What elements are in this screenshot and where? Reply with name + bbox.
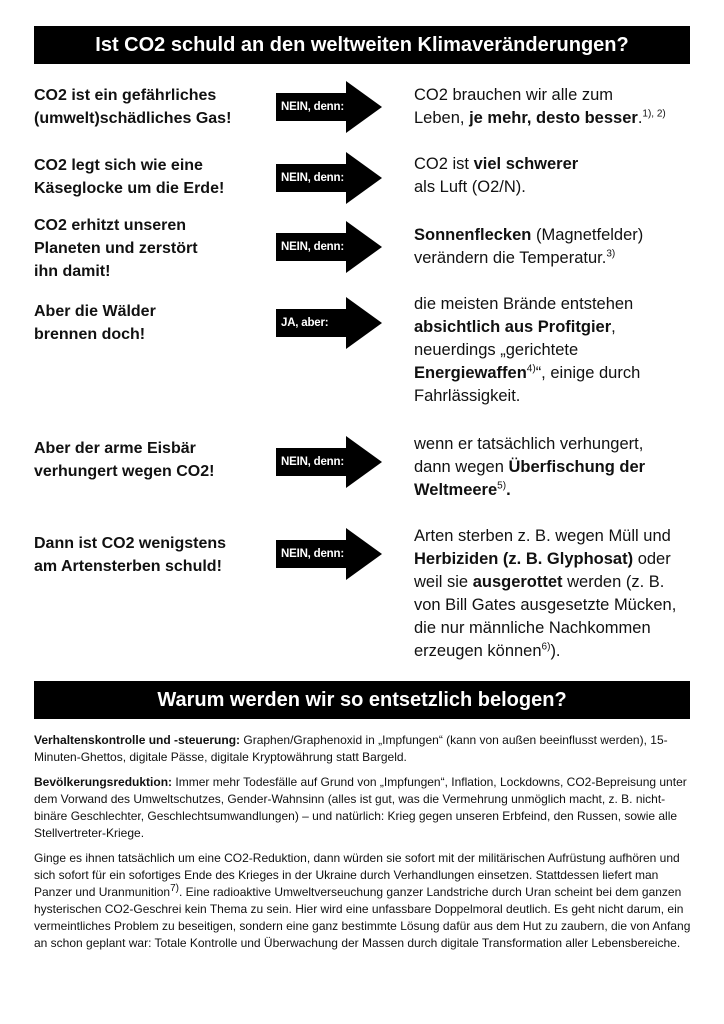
claim-3 (34, 214, 274, 283)
arrow-label: NEIN, denn: (276, 164, 348, 192)
claim-line: CO2 legt sich wie eine (34, 157, 203, 174)
arrow-label: NEIN, denn: (276, 448, 348, 476)
arrow-label: NEIN, denn: (276, 540, 348, 568)
claim-line: Planeten und zerstört (34, 240, 198, 257)
claim-line: Dann ist CO2 wenigstens (34, 535, 227, 552)
claim-line: CO2 ist ein gefährliches (34, 87, 217, 104)
answer-emphasis: . (506, 481, 511, 499)
answer-emphasis: viel schwerer (473, 155, 579, 173)
footnote-ref: 7) (170, 883, 179, 894)
claim-line: ihn damit! (34, 263, 111, 280)
answer-1 (414, 84, 714, 130)
answer-line (414, 362, 714, 385)
answer-text: oder (633, 550, 671, 568)
paragraph-behavior-control (34, 732, 694, 766)
answer-line (414, 456, 714, 479)
answer-emphasis: Überfischung der (508, 458, 646, 476)
footnote-ref: 5) (497, 480, 507, 492)
claim-line: Käseglocke um die Erde! (34, 180, 225, 197)
answer-emphasis: absichtlich aus Profitgier (414, 318, 612, 336)
arrow-head-icon (346, 221, 382, 273)
arrow-head-icon (346, 81, 382, 133)
answer-text: weil sie (414, 573, 473, 591)
answer-line: die nur männliche Nachkommen (414, 619, 651, 637)
answer-text: . (637, 109, 643, 127)
paragraph-label: Bevölkerungsreduktion: (34, 775, 173, 789)
footnote-ref: 4) (526, 363, 536, 375)
answer-line: von Bill Gates ausgesetzte Mücken, (414, 596, 677, 614)
answer-text: , (611, 318, 616, 336)
arrow-head-icon (346, 528, 382, 580)
claim-line: Aber die Wälder (34, 303, 156, 320)
claim-line: am Artensterben schuld! (34, 558, 222, 575)
answer-text: CO2 ist (414, 155, 474, 173)
answer-line (414, 153, 714, 176)
answer-line: als Luft (O2/N). (414, 178, 526, 196)
answer-line: Arten sterben z. B. wegen Müll und (414, 527, 671, 545)
arrow-head-icon (346, 152, 382, 204)
paragraph-text: Graphen/Graphenoxid in „Impfungen“ (kann von außen beeinflusst werden), 15-Minuten-Ghettos, digitale Pässe, digitale Kryptowährung statt Bargeld. (34, 733, 668, 764)
answer-6 (414, 525, 714, 663)
answer-4 (414, 293, 714, 408)
arrow-4 (276, 297, 382, 349)
answer-5 (414, 433, 714, 502)
answer-line (414, 571, 714, 594)
answer-line (414, 107, 714, 130)
paragraph-text: Ginge es ihnen tatsächlich um eine CO2-Reduktion, dann würden sie sofort mit der militärischen Aufrüstung aufhören und sich sofort für ein sofortiges Ende des Krieges in der Ukraine durch Verhandlungen einsetzen. Stattdessen liefert man Panzer und Uranmunition (34, 851, 680, 899)
answer-line (414, 479, 714, 502)
paragraph-text: . Eine radioaktive Umweltverseuchung ganzer Landstriche durch Uran scheint bei dem ganzen hysterischen CO2-Geschrei kein Thema zu sein. Hier wird eine unfassbare Doppelmoral deutlich. Es geht nicht darum, ein vermeintliches Problem zu beseitigen, sondern eine ganz bestimmte Lösung dafür aus dem Hut zu zaubern, die von Anfang an schon geplant war: Totale Kontrolle und Überwachung der Massen durch digitale Transformation aller Lebensbereiche. (34, 885, 691, 950)
arrow-2 (276, 152, 382, 204)
arrow-5 (276, 436, 382, 488)
answer-line: wenn er tatsächlich verhungert, (414, 435, 644, 453)
claim-line: verhungert wegen CO2! (34, 463, 215, 480)
claim-1 (34, 84, 274, 130)
answer-emphasis: Herbiziden (z. B. Glyphosat) (414, 550, 634, 568)
answer-text: “, einige durch (535, 364, 641, 382)
footnote-ref: 6) (541, 641, 551, 653)
answer-3 (414, 224, 714, 270)
answer-emphasis: Sonnenflecken (414, 226, 532, 244)
claim-line: brennen doch! (34, 326, 146, 343)
arrow-label: NEIN, denn: (276, 93, 348, 121)
answer-emphasis: je mehr, desto besser (469, 109, 638, 127)
answer-text: Leben, (414, 109, 470, 127)
answer-text: verändern die Temperatur. (414, 249, 607, 267)
answer-line: CO2 brauchen wir alle zum (414, 86, 613, 104)
answer-emphasis: ausgerottet (472, 573, 563, 591)
claim-line: (umwelt)schädliches Gas! (34, 110, 232, 127)
answer-line (414, 316, 714, 339)
arrow-head-icon (346, 297, 382, 349)
arrow-label: NEIN, denn: (276, 233, 348, 261)
arrow-6 (276, 528, 382, 580)
answer-line: neuerdings „gerichtete (414, 341, 579, 359)
paragraph-conclusion (34, 850, 694, 952)
answer-emphasis: Weltmeere (414, 481, 498, 499)
paragraph-text: Immer mehr Todesfälle auf Grund von „Impfungen“, Inflation, Lockdowns, CO2-Bepreisung unter dem Vorwand des Umweltschutzes, Gender-Wahnsinn (alles ist gut, was die Vermehrung unmöglich macht, z. B. nicht-binäre Geschlechter, Geschlechtsumwandlungen) – und natürlich: Krieg gegen unseren Erbfeind, den Russen, sowie alle Stellvertreter-Kriege. (34, 775, 687, 840)
answer-line (414, 548, 714, 571)
answer-line: Fahrlässigkeit. (414, 387, 521, 405)
answer-2 (414, 153, 714, 199)
arrow-1 (276, 81, 382, 133)
answer-text: erzeugen können (414, 642, 542, 660)
claim-line: CO2 erhitzt unseren (34, 217, 187, 234)
claim-5 (34, 437, 274, 483)
arrow-head-icon (346, 436, 382, 488)
explanation-text (34, 732, 694, 960)
answer-line (414, 640, 714, 663)
answer-text: werden (z. B. (562, 573, 665, 591)
answer-text: (Magnetfelder) (531, 226, 644, 244)
claim-4 (34, 300, 274, 346)
answer-emphasis: Energiewaffen (414, 364, 527, 382)
claim-line: Aber der arme Eisbär (34, 440, 196, 457)
claim-6 (34, 532, 274, 578)
footnote-ref: 1), 2) (642, 108, 666, 120)
page-title: Ist CO2 schuld an den weltweiten Klimaveränderungen? (34, 26, 690, 64)
answer-text: ). (550, 642, 561, 660)
arrow-label: JA, aber: (276, 309, 348, 337)
claim-2 (34, 154, 274, 200)
paragraph-label: Verhaltenskontrolle und -steuerung: (34, 733, 241, 747)
answer-line (414, 224, 714, 247)
paragraph-population-reduction (34, 774, 694, 842)
answer-text: dann wegen (414, 458, 509, 476)
answer-line (414, 247, 714, 270)
footnote-ref: 3) (606, 248, 616, 260)
arrow-3 (276, 221, 382, 273)
section-title: Warum werden wir so entsetzlich belogen? (34, 681, 690, 719)
answer-line: die meisten Brände entstehen (414, 295, 634, 313)
